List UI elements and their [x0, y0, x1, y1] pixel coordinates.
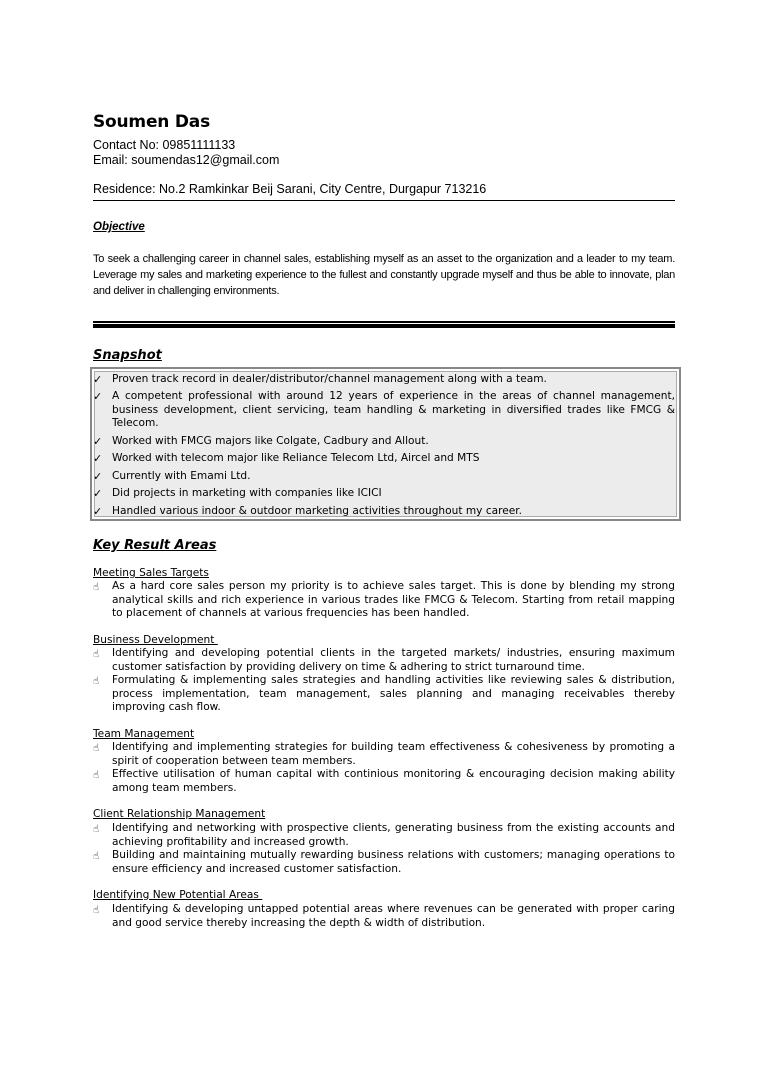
kra-heading: Key Result Areas — [93, 538, 217, 553]
list-item-text: Handled various indoor & outdoor marketing activities throughout my career. — [112, 505, 523, 517]
list-item-text: Formulating & implementing sales strategies and handling activities like reviewing sales & distribution, process implementation, team management, sales planning and managing receivables thereby improving cash flow. — [112, 674, 675, 713]
checkmark-icon: ✓ — [93, 470, 103, 483]
kra-subsection-title: Client Relationship Management — [93, 808, 266, 820]
residence-address: Residence: No.2 Ramkinkar Beij Sarani, City Centre, Durgapur 713216 — [93, 182, 487, 196]
candidate-name: Soumen Das — [93, 112, 210, 132]
checkmark-icon: ✓ — [93, 435, 103, 448]
pointing-hand-icon: ☝ — [93, 770, 100, 781]
list-item-text: Identifying and developing potential clients in the targeted markets/ industries, ensuring maximum customer satisfaction by providing delivery on time & adhering to strict turnaround time. — [112, 647, 675, 673]
header-divider — [93, 200, 675, 201]
checkmark-icon: ✓ — [93, 487, 103, 500]
objective-text: To seek a challenging career in channel sales, establishing myself as an asset to the organization and a leader to my team. Leverage my sales and marketing experience to the fullest and constantly upgrade myself and thus be able to innovate, plan and deliver in challenging environments. — [93, 253, 675, 297]
list-item-text: Identifying and implementing strategies for building team effectiveness & cohesiveness by promoting a spirit of cooperation between team members. — [112, 741, 675, 767]
pointing-hand-icon: ☝ — [93, 649, 100, 660]
kra-subsection-title: Business Development — [93, 634, 218, 646]
section-divider — [93, 321, 675, 328]
list-item-text: As a hard core sales person my priority is to achieve sales target. This is done by blending my strong analytical skills and rich experience in various trades like FMCG & Telecom. Starting from retail mapping to placement of channels at various frequencies has been handled. — [112, 580, 675, 619]
list-item-text: Worked with telecom major like Reliance Telecom Ltd, Aircel and MTS — [112, 452, 480, 464]
list-item-text: Currently with Emami Ltd. — [112, 470, 251, 482]
kra-subsection-title: Identifying New Potential Areas — [93, 889, 263, 901]
list-item-text: Proven track record in dealer/distributor/channel management along with a team. — [112, 373, 547, 385]
list-item-text: Effective utilisation of human capital with continious monitoring & encouraging decision making ability among team members. — [112, 768, 675, 794]
pointing-hand-icon: ☝ — [93, 582, 100, 593]
kra-subsection-title: Team Management — [93, 728, 195, 740]
snapshot-heading: Snapshot — [93, 348, 162, 363]
list-item-text: Identifying and networking with prospective clients, generating business from the existing accounts and achieving profitability and increased growth. — [112, 822, 675, 848]
pointing-hand-icon: ☝ — [93, 905, 100, 916]
list-item-text: Identifying & developing untapped potential areas where revenues can be generated with proper caring and good service thereby increasing the depth & width of distribution. — [112, 903, 675, 929]
list-item-text: Worked with FMCG majors like Colgate, Cadbury and Allout. — [112, 435, 429, 447]
pointing-hand-icon: ☝ — [93, 743, 100, 754]
pointing-hand-icon: ☝ — [93, 851, 100, 862]
pointing-hand-icon: ☝ — [93, 824, 100, 835]
objective-heading: Objective — [93, 221, 145, 233]
list-item-text: Did projects in marketing with companies like ICICI — [112, 487, 382, 499]
list-item-text: A competent professional with around 12 years of experience in the areas of channel management, business development, client servicing, team handling & marketing in diversified trades like FMCG & Telecom. — [112, 390, 675, 429]
list-item-text: Building and maintaining mutually rewarding business relations with customers; managing operations to ensure efficiency and increased customer satisfaction. — [112, 849, 675, 875]
contact-number: Contact No: 09851111133 — [93, 138, 236, 152]
checkmark-icon: ✓ — [93, 505, 103, 518]
checkmark-icon: ✓ — [93, 452, 103, 465]
kra-subsection-title: Meeting Sales Targets — [93, 567, 209, 579]
checkmark-icon: ✓ — [93, 390, 103, 403]
email-address: Email: soumendas12@gmail.com — [93, 153, 280, 167]
pointing-hand-icon: ☝ — [93, 676, 100, 687]
checkmark-icon: ✓ — [93, 373, 103, 386]
